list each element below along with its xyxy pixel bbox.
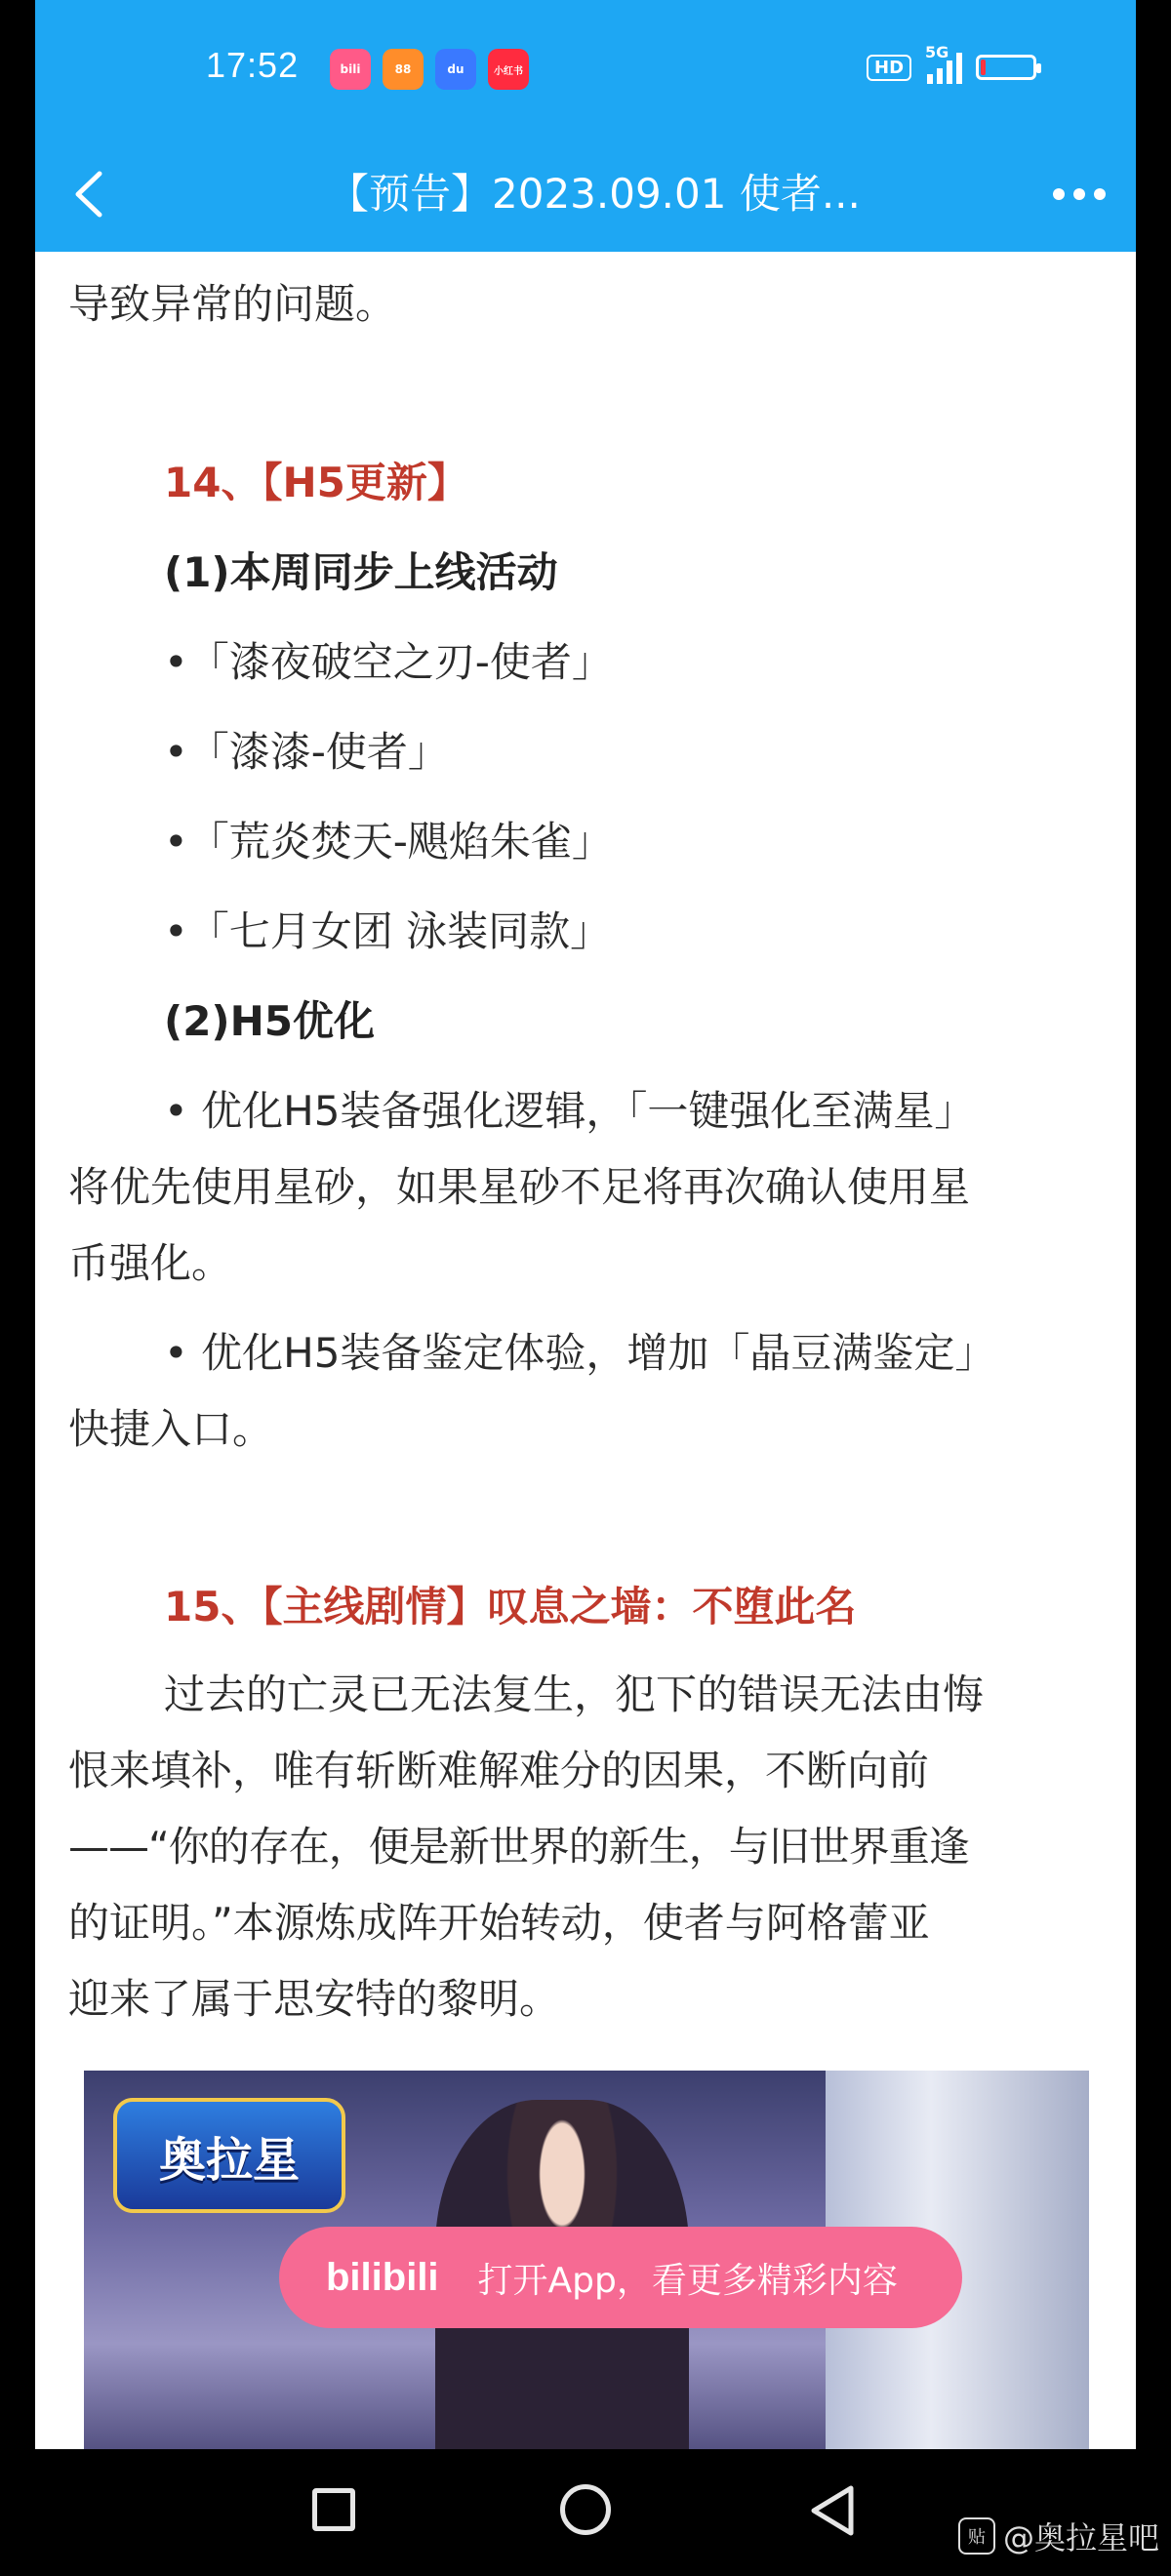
section-15-title: 15、【主线剧情】叹息之墙：不堕此名	[164, 1583, 857, 1630]
game-logo: 奥拉星	[113, 2098, 345, 2213]
tieba-watermark	[958, 2514, 1159, 2558]
section-14-title: 14、【H5更新】	[164, 459, 468, 506]
recent-apps-button[interactable]	[312, 2488, 355, 2531]
story-line: 恨来填补，唯有斩断难解难分的因果，不断向前	[68, 1747, 930, 1794]
signal-icon	[925, 43, 962, 84]
dot-icon	[1073, 188, 1085, 200]
phone-screen	[35, 0, 1136, 2449]
network-type-label: 5G	[925, 43, 949, 61]
watermark-text: @奥拉星吧	[1003, 2519, 1160, 2556]
activity-item: •「荒炎焚天-飓焰朱雀」	[164, 818, 613, 865]
baidu-app-icon: du	[435, 49, 476, 90]
story-line: 过去的亡灵已无法复生，犯下的错误无法由悔	[164, 1670, 985, 1718]
hd-badge: HD	[867, 55, 911, 81]
optimization-1-line: 币强化。	[68, 1239, 233, 1287]
page-title: 【预告】2023.09.01 使者...	[328, 170, 861, 218]
top-bar	[35, 0, 1136, 252]
activity-item: •「七月女团 泳装同款」	[164, 907, 612, 955]
home-button[interactable]	[560, 2484, 611, 2535]
optimization-2-line: • 优化H5装备鉴定体验，增加「晶豆满鉴定」	[164, 1329, 996, 1377]
article-image[interactable]	[84, 2071, 1089, 2449]
optimization-1-line: 将优先使用星砂，如果星砂不足将再次确认使用星	[68, 1163, 971, 1211]
open-app-button[interactable]	[279, 2227, 962, 2328]
chevron-left-icon	[72, 170, 105, 219]
optimization-1-line: • 优化H5装备强化逻辑，「一键强化至满星」	[164, 1087, 976, 1135]
nav-header	[35, 137, 1136, 252]
optimization-2-line: 快捷入口。	[68, 1405, 274, 1453]
section-14-subtitle-2: (2)H5优化	[164, 997, 375, 1045]
xiaohongshu-app-icon: 小红书	[488, 49, 529, 90]
dot-icon	[1094, 188, 1106, 200]
system-status	[867, 43, 1036, 84]
bilibili-logo: bilibili	[326, 2255, 439, 2299]
bilibili-app-icon: bili	[330, 49, 371, 90]
open-app-prompt: 打开App，看更多精彩内容	[477, 2260, 898, 2301]
story-line: 的证明。”本源炼成阵开始转动，使者与阿格蕾亚	[68, 1899, 930, 1947]
story-line: 迎来了属于思安特的黎明。	[68, 1975, 561, 2023]
battery-icon	[976, 55, 1036, 80]
activity-item: •「漆漆-使者」	[164, 728, 449, 776]
section-14-subtitle-1: (1)本周同步上线活动	[164, 548, 558, 596]
battery-level	[981, 60, 986, 75]
back-triangle-icon[interactable]	[806, 2482, 859, 2539]
notification-icons	[330, 49, 529, 90]
activity-item: •「漆夜破空之刃-使者」	[164, 638, 613, 686]
previous-paragraph-tail: 导致异常的问题。	[68, 280, 397, 328]
back-button[interactable]	[55, 160, 123, 228]
more-options-button[interactable]	[1040, 160, 1118, 228]
story-line: ——“你的存在，便是新世界的新生，与旧世界重逢	[68, 1823, 969, 1871]
tieba-icon: 贴	[958, 2517, 995, 2555]
dot-icon	[1053, 188, 1065, 200]
status-bar	[35, 0, 1136, 137]
status-time: 17:52	[206, 45, 300, 85]
people-app-icon: 88	[383, 49, 424, 90]
